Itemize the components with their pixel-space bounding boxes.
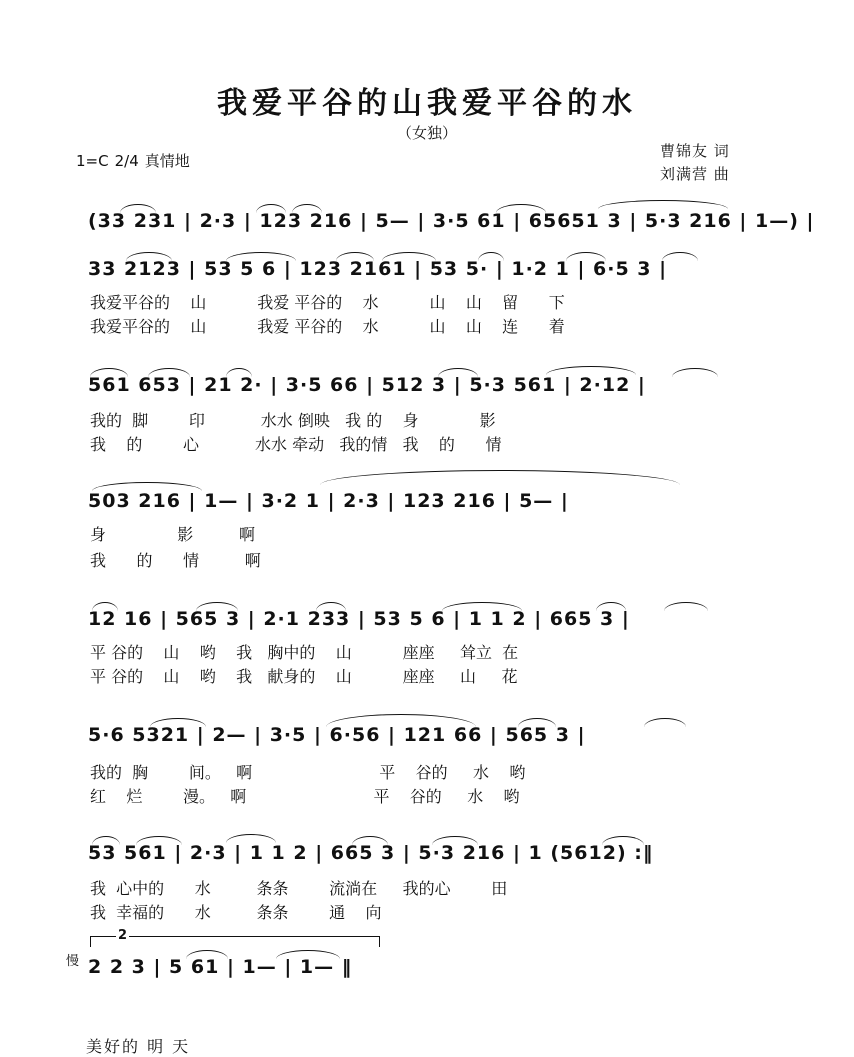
slur: [226, 834, 276, 843]
notation-line: 33 2123 | 53 5 6 | 123 2161 | 53 5· | 1·2 1 | 6·5 3 |: [88, 258, 668, 280]
lyric-verse-2: 我爱平谷的 山 我爱 平谷的 水 山 山 连 着: [90, 317, 565, 336]
notation-line: 5·6 5321 | 2— | 3·5 | 6·56 | 121 66 | 565 3 |: [88, 724, 586, 746]
song-title: 我爱平谷的山我爱平谷的水: [217, 86, 637, 121]
slur: [566, 252, 606, 261]
lyric-verse-1: 平 谷的 山 哟 我 胸中的 山 座座 耸立 在: [90, 643, 519, 662]
lyric-verse-2: 我 幸福的 水 条条 通 向: [90, 903, 382, 922]
tempo-marking: 真情地: [144, 152, 190, 170]
slur: [92, 482, 202, 491]
performer-note: （女独）: [396, 124, 457, 142]
lyric-verse-2: 我 的 心 水水 牵动 我的情 我 的 情: [90, 435, 502, 454]
slur: [316, 602, 346, 611]
slur: [602, 836, 644, 845]
slur: [546, 366, 636, 375]
notation-line: 2 2 3 | 5 61 | 1— | 1— ‖: [88, 956, 353, 978]
lyric-verse-1: 我的 脚 印 水水 倒映 我 的 身 影: [90, 411, 496, 430]
slur: [92, 602, 118, 611]
notation-line: 503 216 | 1— | 3·2 1 | 2·3 | 123 216 | 5— |: [88, 490, 569, 512]
slur: [196, 602, 238, 611]
tie: [326, 714, 476, 727]
slur: [438, 368, 478, 377]
slur: [256, 204, 286, 213]
notation-line: 561 653 | 21 2· | 3·5 66 | 512 3 | 5·3 561 | 2·12 |: [88, 374, 646, 396]
slur: [672, 368, 718, 377]
lyric-verse-1: 我的 胸 间。 啊 平 谷的 水 哟: [90, 763, 526, 782]
time-signature: 2/4: [114, 152, 139, 170]
slur: [664, 602, 708, 611]
tie: [276, 950, 340, 959]
lyric-verse-1: 我 心中的 水 条条 流淌在 我的心 田: [90, 879, 508, 898]
slur: [90, 368, 128, 377]
lyric-verse-2: 平 谷的 山 哟 我 献身的 山 座座 山 花: [90, 667, 518, 686]
slur: [442, 602, 522, 611]
lyric-verse-2: 红 烂 漫。 啊 平 谷的 水 哟: [90, 787, 520, 806]
key-signature: [76, 150, 196, 171]
slur: [126, 252, 172, 261]
tie: [320, 470, 680, 485]
slur: [186, 950, 228, 959]
slur: [292, 204, 322, 213]
notation-line: 53 561 | 2·3 | 1 1 2 | 665 3 | 5·3 216 | 1 (5612) :‖: [88, 842, 654, 864]
slur: [496, 204, 546, 213]
slur: [148, 368, 190, 377]
slur: [226, 252, 296, 261]
key-value: 1=C: [76, 152, 109, 170]
slur: [518, 718, 556, 727]
lyric-verse-1: 我爱平谷的 山 我爱 平谷的 水 山 山 留 下: [90, 293, 565, 312]
slur: [596, 602, 626, 611]
slur: [432, 836, 478, 845]
slur: [136, 836, 182, 845]
second-ending-bracket: [90, 936, 380, 947]
notation-line: 12 16 | 565 3 | 2·1 233 | 53 5 6 | 1 1 2 | 665 3 |: [88, 608, 630, 630]
slur: [382, 252, 436, 261]
slur: [644, 718, 686, 727]
lyric-verse-2: 我 的 情 啊: [90, 551, 261, 570]
lyric-final-line: 美好的 明 天: [86, 1037, 191, 1056]
lyricist-credit: 曹锦友 词: [660, 142, 730, 160]
lyric-verse-1: 身 影 啊: [90, 525, 255, 544]
slur: [352, 836, 388, 845]
slur: [226, 368, 252, 377]
second-ending-number: 2: [118, 928, 128, 943]
slur: [336, 252, 374, 261]
slur: [120, 204, 156, 213]
tempo-slow-mark: 慢: [66, 954, 80, 969]
tie: [598, 200, 728, 209]
slur: [150, 718, 206, 727]
slur: [662, 252, 698, 261]
slur: [92, 836, 120, 845]
notation-line: (33 231 | 2·3 | 123 216 | 5— | 3·5 61 | 65651 3 | 5·3 216 | 1—) |: [88, 210, 815, 232]
composer-credit: 刘满营 曲: [660, 165, 730, 183]
slur: [478, 252, 504, 261]
